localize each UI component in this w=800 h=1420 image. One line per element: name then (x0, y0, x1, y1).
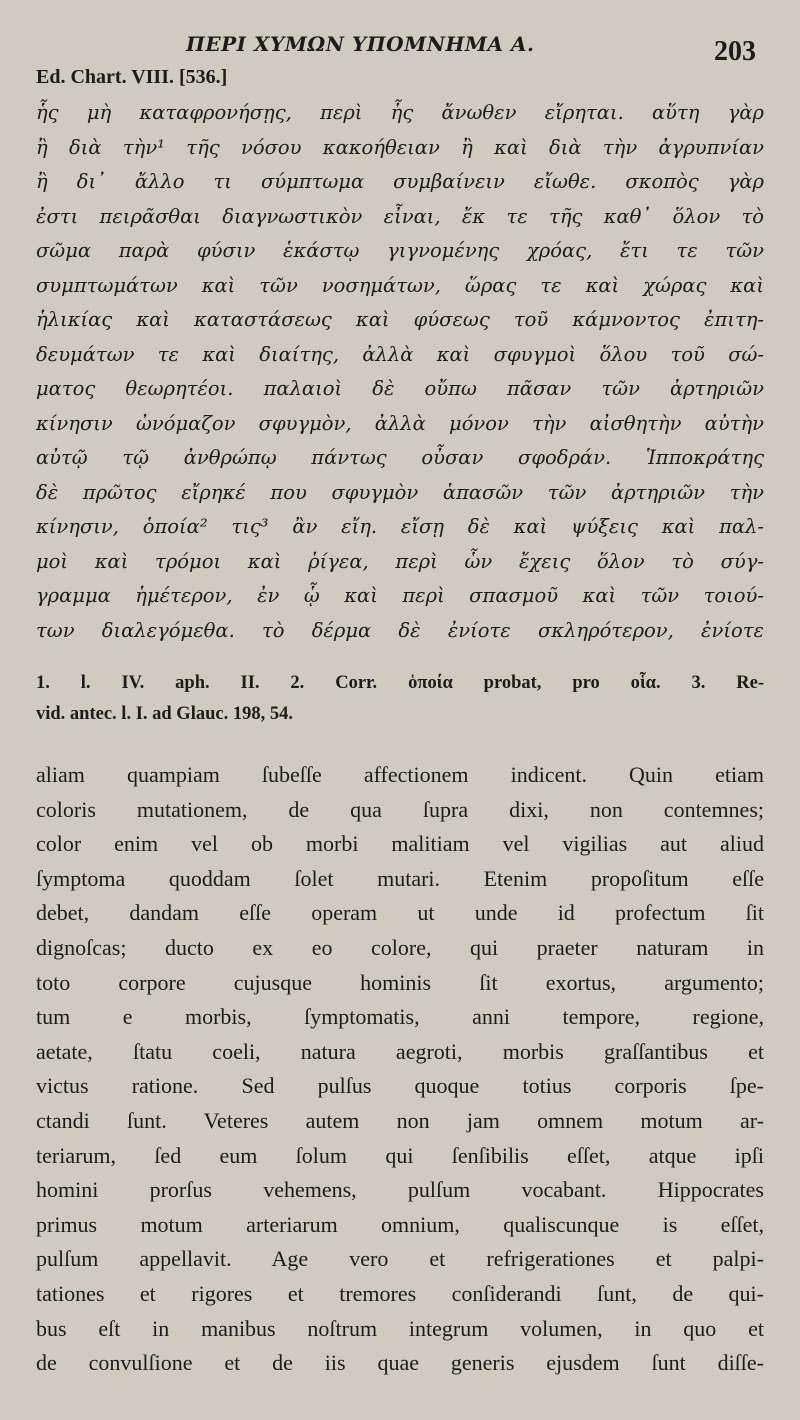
greek-line: κίνησιν, ὁποία² τις³ ἂν εἴη. εἴσῃ δὲ καὶ ψύξεις καὶ παλ- (36, 515, 764, 538)
greek-line: μοὶ καὶ τρόμοι καὶ ῥίγεα, περὶ ὧν ἔχεις ὅλον τὸ σύγ- (36, 549, 764, 573)
latin-line: aliam quampiam ſubeſſe affectionem indicent. Quin etiam (36, 762, 764, 787)
latin-line: de convulſione et de iis quae generis ejusdem ſunt diſſe- (36, 1350, 764, 1376)
latin-line: ſymptoma quoddam ſolet mutari. Etenim propoſitum eſſe (36, 865, 764, 891)
greek-line: των διαλεγόμεθα. τὸ δέρμα δὲ ἐνίοτε σκληρότερον, ἐνίοτε (36, 618, 764, 642)
latin-line: toto corpore cujusque hominis ſit exortus, argumento; (36, 969, 764, 995)
greek-line: σῶμα παρὰ φύσιν ἑκάστῳ γιγνομένης χρόας, ἔτι τε τῶν (36, 239, 764, 262)
greek-line: ἢ διὰ τὴν¹ τῆς νόσου κακοήθειαν ἢ καὶ διὰ τὴν ἀγρυπνίαν (36, 135, 764, 159)
footnotes (36, 668, 764, 730)
edition-reference: Ed. Chart. VIII. [536.] (36, 66, 228, 88)
latin-line: tationes et rigores et tremores conſiderandi ſunt, de qui- (36, 1280, 764, 1306)
greek-line: αὐτῷ τῷ ἀνθρώπῳ πάντως οὖσαν σφοδράν. Ἱπποκράτης (36, 446, 764, 469)
greek-line: γραμμα ἡμέτερον, ἐν ᾧ καὶ περὶ σπασμοῦ καὶ τῶν τοιού- (36, 584, 764, 607)
greek-line: κίνησιν ὠνόμαζον σφυγμὸν, ἀλλὰ μόνον τὴν αἰσθητὴν αὐτὴν (36, 411, 764, 435)
latin-line: homini prorſus vehemens, pulſum vocabant. Hippocrates (36, 1177, 764, 1203)
latin-line: debet, dandam eſſe operam ut unde id profectum ſit (36, 900, 764, 926)
latin-line: bus eſt in manibus noſtrum integrum volumen, in quo et (36, 1315, 764, 1341)
greek-line: ἧς μὴ καταφρονήσῃς, περὶ ἧς ἄνωθεν εἴρηται. αὕτη γὰρ (36, 101, 764, 124)
latin-line: coloris mutationem, de qua ſupra dixi, non contemnes; (36, 796, 764, 822)
running-title: ΠΕΡΙ ΧΥΜΩΝ ΥΠΟΜΝΗΜΑ Α. (186, 32, 535, 56)
greek-line: δὲ πρῶτος εἴρηκέ που σφυγμὸν ἁπασῶν τῶν ἀρτηριῶν τὴν (36, 480, 764, 504)
latin-line: ctandi ſunt. Veteres autem non jam omnem motum ar- (36, 1107, 764, 1133)
greek-line: ἢ δι᾽ ἄλλο τι σύμπτωμα συμβαίνειν εἴωθε. σκοπὸς γὰρ (36, 170, 764, 193)
running-head (0, 28, 800, 68)
latin-line: pulſum appellavit. Age vero et refrigerationes et palpi- (36, 1246, 764, 1272)
greek-line: δευμάτων τε καὶ διαίτης, ἀλλὰ καὶ σφυγμοὶ ὅλου τοῦ σώ- (36, 342, 764, 366)
latin-line: aetate, ſtatu coeli, natura aegroti, morbis graſſantibus et (36, 1038, 764, 1064)
greek-text-block (36, 96, 764, 648)
greek-line: συμπτωμάτων καὶ τῶν νοσημάτων, ὥρας τε καὶ χώρας καὶ (36, 273, 764, 297)
footnote-line: vid. antec. l. I. ad Glauc. 198, 54. (36, 704, 293, 724)
greek-line: ἡλικίας καὶ καταστάσεως καὶ φύσεως τοῦ κάμνοντος ἐπιτη- (36, 308, 764, 331)
latin-line: dignoſcas; ducto ex eo colore, qui praeter naturam in (36, 934, 764, 960)
latin-line: victus ratione. Sed pulſus quoque totius corporis ſpe- (36, 1073, 764, 1099)
latin-line: teriarum, ſed eum ſolum qui ſenſibilis eſſet, atque ipſi (36, 1142, 764, 1168)
latin-line: tum e morbis, ſymptomatis, anni tempore, regione, (36, 1004, 764, 1030)
latin-text-block (36, 758, 764, 1381)
footnote-line: 1. l. IV. aph. II. 2. Corr. ὁποία probat, pro οἷα. 3. Re- (36, 673, 764, 693)
greek-line: ἐστι πειρᾶσθαι διαγνωστικὸν εἶναι, ἔκ τε τῆς καθ᾽ ὅλον τὸ (36, 204, 764, 228)
greek-line: ματος θεωρητέοι. παλαιοὶ δὲ οὔπω πᾶσαν τῶν ἀρτηριῶν (36, 377, 764, 400)
latin-line: color enim vel ob morbi malitiam vel vigilias aut aliud (36, 831, 764, 857)
latin-line: primus motum arteriarum omnium, qualiscunque is eſſet, (36, 1211, 764, 1237)
page-number: 203 (714, 36, 756, 67)
